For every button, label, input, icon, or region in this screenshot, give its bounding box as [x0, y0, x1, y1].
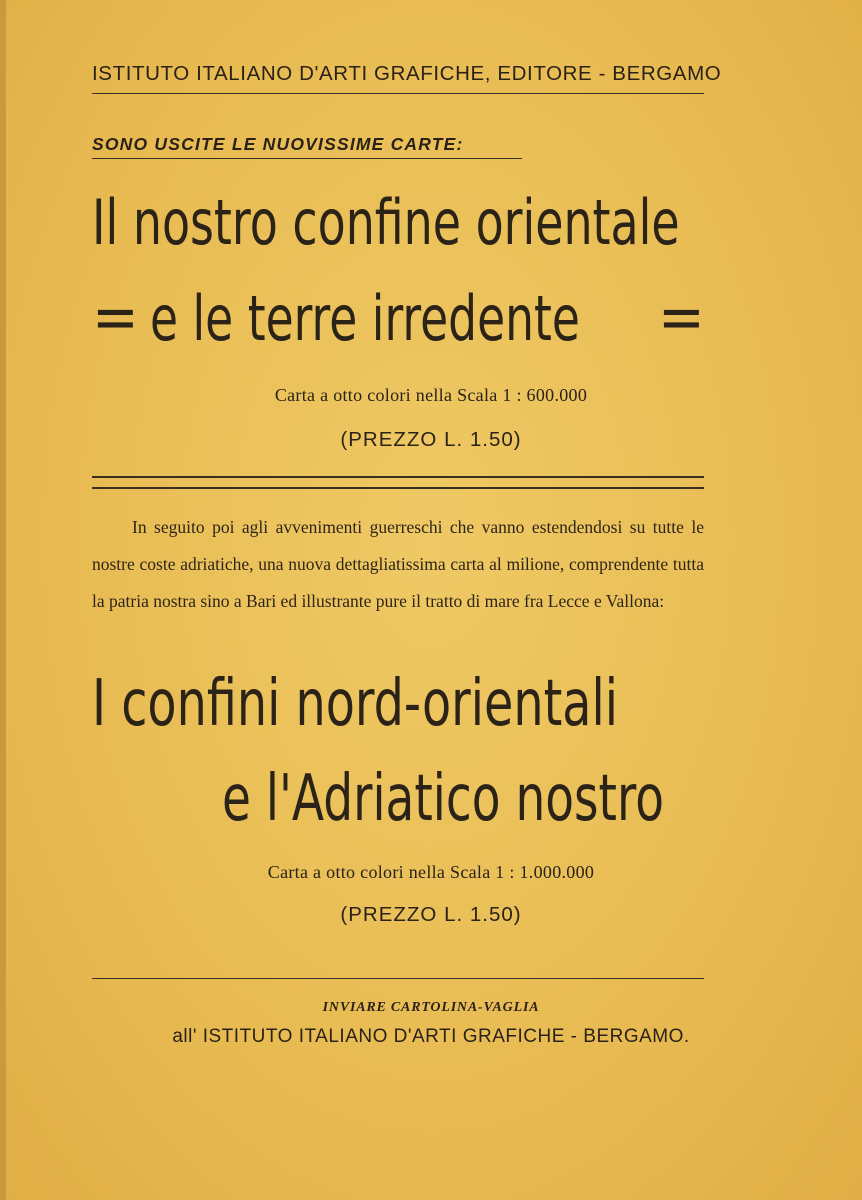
map1-price: (PREZZO L. 1.50) — [340, 428, 522, 451]
description-paragraph: In seguito poi agli avvenimenti guerreschi che vanno estendendosi su tutte le nostre coste adriatiche, una nuova dettagliatissima carta al milione, comprendente tutta la patria nostra sino a Bari ed illustrante pure il tratto di mare fra Lecce e Vallona: — [92, 517, 704, 611]
order-instruction: INVIARE CARTOLINA-VAGLIA — [322, 1000, 540, 1015]
map2-title-line2: e l'Adriatico nostro — [222, 762, 665, 836]
map2-price: (PREZZO L. 1.50) — [340, 903, 522, 926]
map1-title-line2: e le terre irredente — [150, 282, 580, 355]
order-address: all' ISTITUTO ITALIANO D'ARTI GRAFICHE - BERGAMO. — [172, 1026, 690, 1047]
publisher-header: ISTITUTO ITALIANO D'ARTI GRAFICHE, EDITORE - BERGAMO — [92, 62, 722, 85]
section-rule-top — [92, 476, 704, 478]
map1-dash-right: = — [658, 280, 705, 353]
announcement: SONO USCITE LE NUOVISSIME CARTE: — [92, 134, 464, 154]
header-rule — [92, 93, 704, 94]
announcement-underline — [92, 158, 522, 159]
map2-title-line1: I confini nord-orientali — [92, 667, 618, 741]
map2-scale: Carta a otto colori nella Scala 1 : 1.000.000 — [267, 862, 595, 882]
footer-rule — [92, 978, 704, 979]
map1-title-line1: Il nostro confine orientale — [92, 186, 680, 259]
map1-scale: Carta a otto colori nella Scala 1 : 600.000 — [274, 385, 588, 405]
map1-dash-left: = — [92, 280, 139, 353]
page-edge — [0, 0, 6, 1200]
section-rule-bottom — [92, 487, 704, 489]
